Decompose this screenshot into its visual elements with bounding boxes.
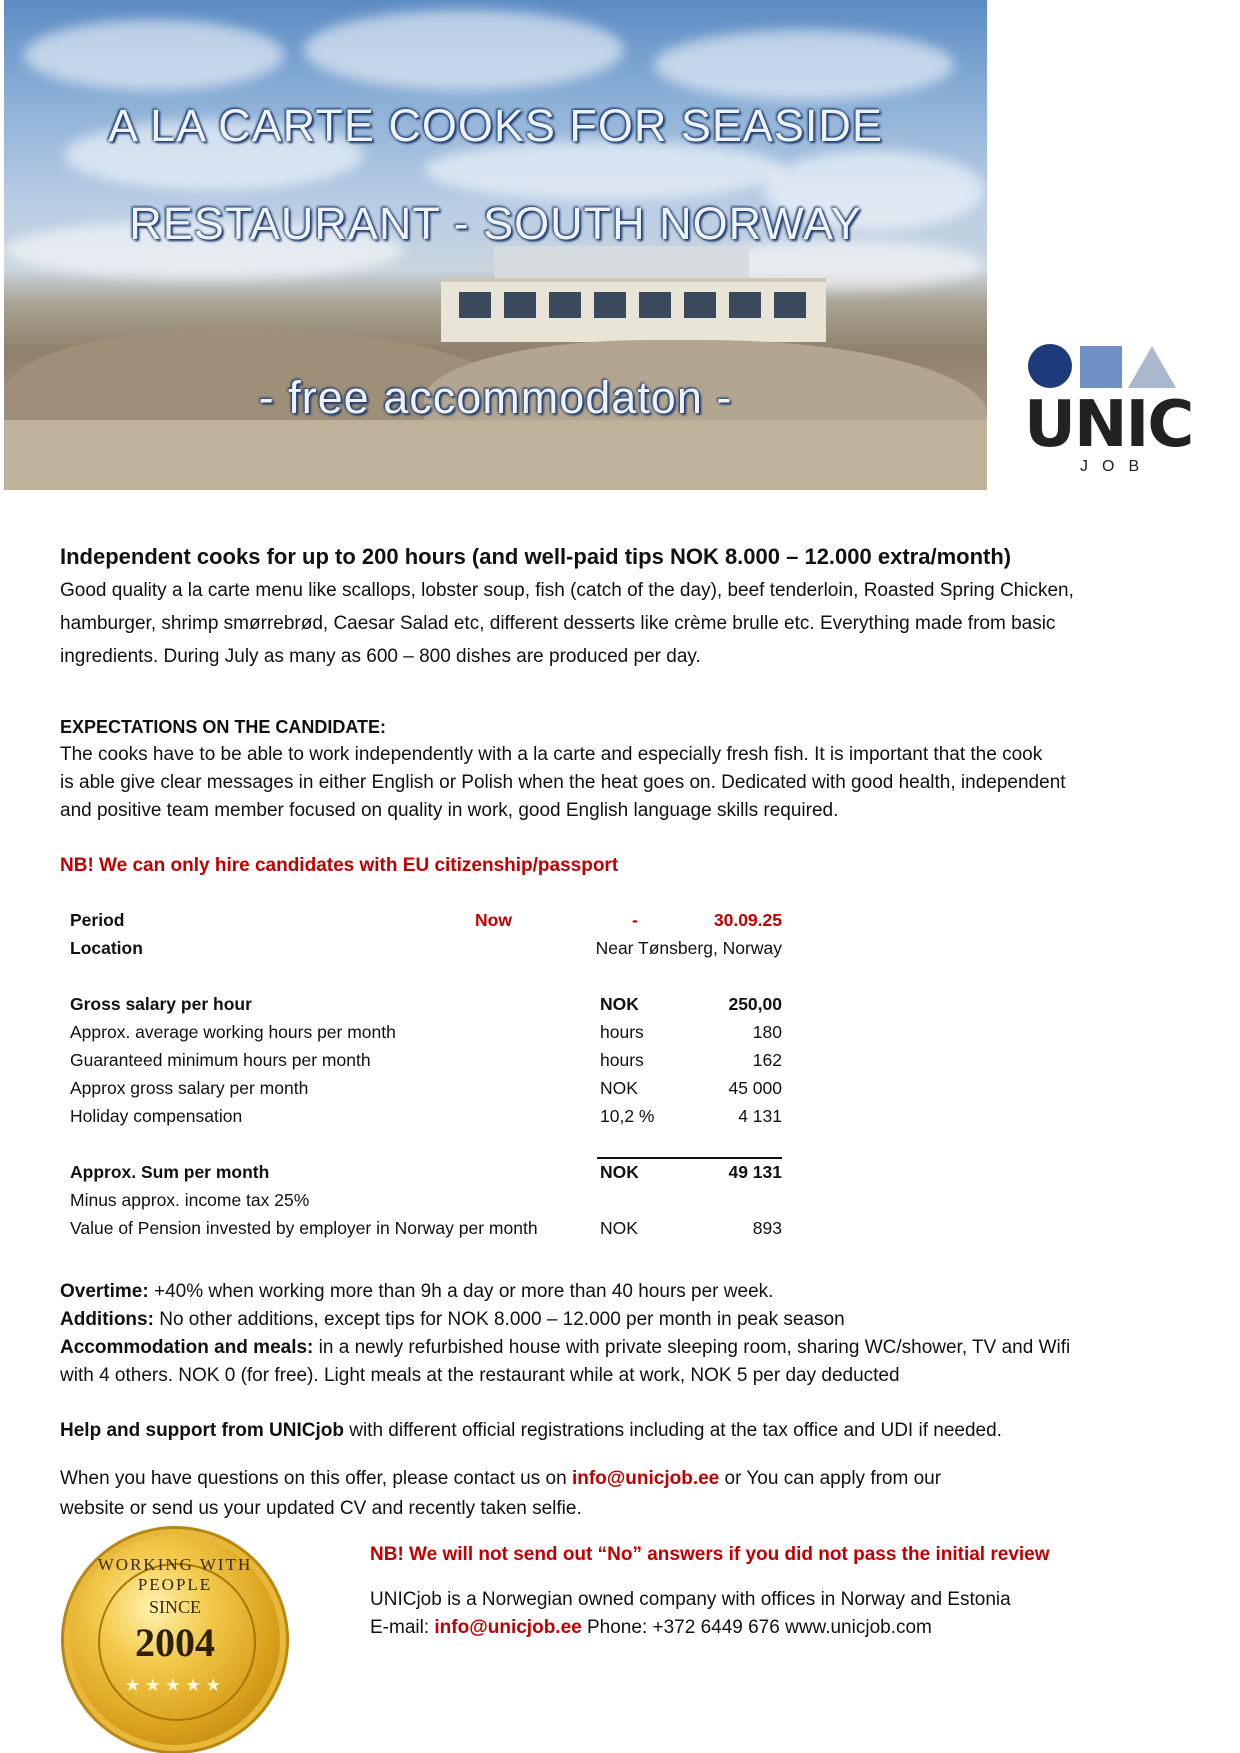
period-start: Now [475,910,512,930]
expectations-line-2: is able give clear messages in either English or Polish when the heat goes on. Dedicated with good health, independent [60,772,1066,793]
table-row-pension: Value of Pension invested by employer in Norway per month NOK 893 [70,1218,782,1238]
intro-line-2: hamburger, shrimp smørrebrød, Caesar Salad etc, different desserts like crème brulle etc. Everything made from basic [60,613,1056,634]
expectations-line-1: The cooks have to be able to work independently with a la carte and especially fresh fish. It is important that the cook [60,744,1043,765]
table-row: Gross salary per hour NOK 250,00 [70,994,782,1014]
intro-line-3: ingredients. During July as many as 600 – 800 dishes are produced per day. [60,646,701,667]
additions-line: Additions: No other additions, except tips for NOK 8.000 – 12.000 per month in peak season [60,1309,845,1330]
expectations-line-3: and positive team member focused on quality in work, good English language skills required. [60,800,839,821]
contact-line-2: website or send us your updated CV and recently taken selfie. [60,1498,582,1519]
table-row-location [70,938,782,966]
hero-title-line1: A LA CARTE COOKS FOR SEASIDE [108,100,883,151]
medal-stars-icon: ★★★★★ [124,1675,226,1695]
medal-year-text: 2004 [135,1620,215,1665]
sum-divider [597,1157,782,1159]
medal-arc-text: WORKING WITH PEOPLE [97,1555,253,1594]
period-dash: - [632,910,638,930]
table-row: Holiday compensation 10,2 % 4 131 [70,1106,782,1126]
table-row-period [70,910,782,938]
company-email-link[interactable]: info@unicjob.ee [434,1617,582,1638]
logo-circle-icon [1028,344,1072,388]
hero-title-line2: RESTAURANT - SOUTH NORWAY [129,198,862,249]
contact-line-1: When you have questions on this offer, please contact us on info@unicjob.ee or You can apply from our [60,1468,942,1489]
accommodation-line-2: with 4 others. NOK 0 (for free). Light meals at the restaurant while at work, NOK 5 per day deducted [60,1365,900,1386]
expectations-heading: EXPECTATIONS ON THE CANDIDATE: [60,717,387,737]
overtime-line: Overtime: +40% when working more than 9h a day or more than 40 hours per week. [60,1281,774,1302]
table-row-sum: Approx. Sum per month NOK 49 131 [70,1162,782,1182]
intro-heading: Independent cooks for up to 200 hours (and well-paid tips NOK 8.000 – 12.000 extra/month) [60,544,1012,569]
logo-brand-text: UNIC [1024,388,1193,462]
no-answer-notice: NB! We will not send out “No” answers if you did not pass the initial review [370,1544,1050,1565]
logo-square-icon [1080,346,1122,388]
logo-triangle-icon [1128,346,1176,388]
hero-subtitle: - free accommodaton - [258,372,733,423]
logo-sub-text: JOB [1080,458,1154,475]
company-line-2: E-mail: info@unicjob.ee Phone: +372 6449 676 www.unicjob.com [370,1617,932,1638]
location-value: Near Tønsberg, Norway [595,938,782,958]
contact-email-link[interactable]: info@unicjob.ee [571,1468,720,1489]
table-row: Approx. average working hours per month hours 180 [70,1022,782,1042]
medal-since-text: SINCE [148,1597,201,1617]
company-line-1: UNICjob is a Norwegian owned company with offices in Norway and Estonia [370,1589,1011,1610]
table-row: Approx gross salary per month NOK 45 000 [70,1078,782,1098]
table-row: Guaranteed minimum hours per month hours 162 [70,1050,782,1070]
period-label: Period [70,910,125,930]
eu-citizenship-notice: NB! We can only hire candidates with EU citizenship/passport [60,855,619,876]
since-2004-medal [70,1535,280,1745]
table-row-tax: Minus approx. income tax 25% [70,1190,310,1210]
restaurant-building [441,278,826,342]
support-line: Help and support from UNICjob with different official registrations including at the tax office and UDI if needed. [60,1420,1002,1441]
period-end: 30.09.25 [713,910,782,930]
restaurant-building-top [494,246,749,280]
accommodation-line: Accommodation and meals: in a newly refurbished house with private sleeping room, sharing WC/shower, TV and Wifi [60,1337,1071,1358]
hero-banner [4,0,987,490]
location-label: Location [70,938,143,958]
intro-line-1: Good quality a la carte menu like scallops, lobster soup, fish (catch of the day), beef tenderloin, Roasted Spring Chicken, [60,580,1074,601]
